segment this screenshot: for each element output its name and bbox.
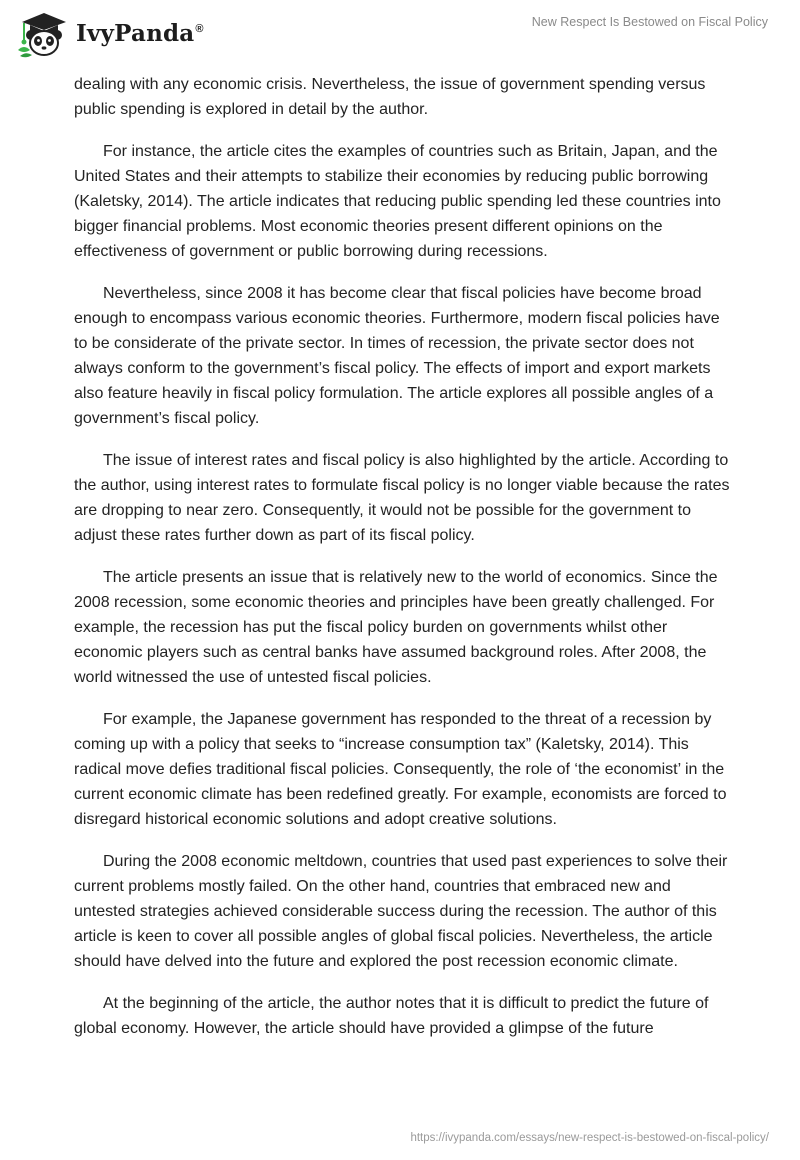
ivypanda-logo[interactable]: [14, 8, 204, 58]
paragraph: For example, the Japanese government has responded to the threat of a recession by coming up with a policy that seeks to “increase consumption tax” (Kaletsky, 2014). This radical move defies traditional fiscal policies. Consequently, the role of ‘the economist’ in the current economic climate has been redefined greatly. For example, economists are forced to disregard historical economic solutions and adopt creative solutions.: [74, 711, 727, 828]
brand-name-text: IvyPanda: [76, 19, 195, 47]
registered-mark: ®: [195, 22, 204, 35]
paragraph: The issue of interest rates and fiscal policy is also highlighted by the article. According to the author, using interest rates to formulate fiscal policy is no longer viable because the rates are dropping to near zero. Consequently, it would not be possible for the government to adjust these rates further down as part of its fiscal policy.: [74, 452, 730, 544]
paragraph: Nevertheless, since 2008 it has become clear that fiscal policies have become broad enough to encompass various economic theories. Furthermore, modern fiscal policies have to be considerate of the private sector. In times of recession, the private sector does not always conform to the government’s fiscal policy. The effects of import and export markets also feature heavily in fiscal policy formulation. The article explores all possible angles of a government’s fiscal policy.: [74, 285, 720, 427]
essay-body: [74, 72, 734, 1058]
paragraph: During the 2008 economic meltdown, countries that used past experiences to solve their current problems mostly failed. On the other hand, countries that embraced new and untested strategies achieved considerable success during the recession. The author of this article is keen to cover all possible angles of global fiscal policies. Nevertheless, the article should have delved into the future and explored the post recession economic climate.: [74, 853, 728, 970]
document-title: New Respect Is Bestowed on Fiscal Policy: [531, 15, 768, 29]
paragraph: For instance, the article cites the examples of countries such as Britain, Japan, and the United States and their attempts to stabilize their economies by reducing public borrowing (Kaletsky, 2014). The article indicates that reducing public spending led these countries into bigger financial problems. Most economic theories present different opinions on the effectiveness of government or public borrowing during recessions.: [74, 143, 721, 260]
paragraph: dealing with any economic crisis. Nevertheless, the issue of government spending versus public spending is explored in detail by the author.: [74, 76, 706, 118]
panda-graduate-icon: [14, 8, 70, 58]
page-header: [0, 0, 800, 66]
paragraph: The article presents an issue that is relatively new to the world of economics. Since the 2008 recession, some economic theories and principles have been greatly challenged. For example, the recession has put the fiscal policy burden on governments whilst other economic players such as central banks have assumed background roles. After 2008, the world witnessed the use of untested fiscal policies.: [74, 569, 718, 686]
source-url-link[interactable]: https://ivypanda.com/essays/new-respect-is-bestowed-on-fiscal-policy/: [410, 1132, 769, 1144]
brand-name: [76, 20, 204, 47]
paragraph: At the beginning of the article, the author notes that it is difficult to predict the future of global economy. However, the article should have provided a glimpse of the future: [74, 995, 709, 1037]
